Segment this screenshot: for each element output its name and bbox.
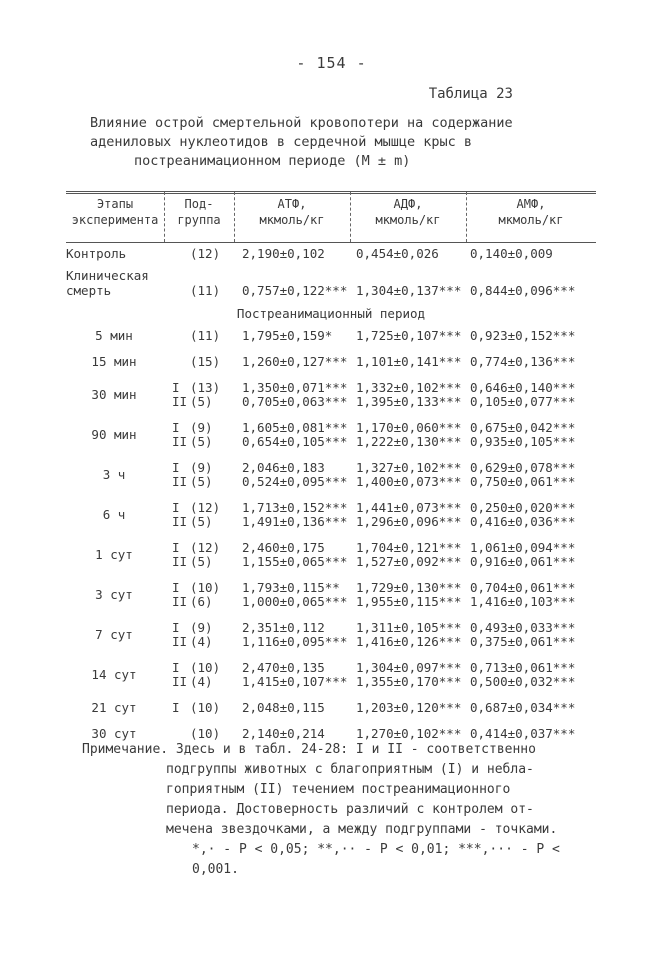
row-gap [66,568,596,580]
section-title: Постреанимационный период [236,306,426,321]
adp-cell: 1,170±0,060*** [356,420,462,435]
table-row [66,726,596,740]
adp-cell: 1,101±0,141*** [356,354,462,369]
stage-cell: Клиническая смерть [66,268,149,298]
count-cell: (5) [190,554,213,569]
subgroup-cell: I [172,540,180,555]
amp-cell: 1,416±0,103*** [470,594,576,609]
table-caption [90,114,513,171]
row-gap [66,688,596,700]
adp-cell: 1,441±0,073*** [356,500,462,515]
row-gap [66,260,596,268]
amp-cell: 0,493±0,033*** [470,620,576,635]
subgroup-cell: I [172,460,180,475]
amp-cell: 0,105±0,077*** [470,394,576,409]
subgroup-cell: I [172,500,180,515]
table-label: Таблица 23 [428,86,513,102]
table-row [66,328,596,342]
adp-cell: 1,311±0,105*** [356,620,462,635]
table-row [66,394,596,408]
row-gap [66,298,596,306]
adp-cell: 1,304±0,097*** [356,660,462,675]
atp-cell: 1,116±0,095*** [242,634,348,649]
caption-line: Влияние острой смертельной кровопотери на содержание [90,115,513,131]
row-group [66,726,596,740]
subgroup-cell: II [172,594,188,609]
stage-cell: 3 сут [95,587,133,602]
subgroup-cell: I [172,700,180,715]
atp-cell: 1,713±0,152*** [242,500,348,515]
row-group [66,620,596,648]
table-header-rule [66,242,596,243]
significance-legend: *,· - P < 0,05; **,·· - P < 0,01; ***,··· - P < 0,001. [192,842,560,877]
stage-cell: 1 сут [95,547,133,562]
subgroup-cell: II [172,634,188,649]
adp-cell: 1,355±0,170*** [356,674,462,689]
count-cell: (9) [190,620,213,635]
count-cell: (10) [190,660,221,675]
amp-cell: 0,629±0,078*** [470,460,576,475]
group-list [66,328,596,752]
row-gap [66,608,596,620]
adp-cell: 1,725±0,107*** [356,328,462,343]
note-line: мечена звездочками, а между подгруппами - точками. [166,822,558,837]
count-cell: (11) [190,328,221,343]
subgroup-cell: I [172,580,180,595]
atp-cell: 1,155±0,065*** [242,554,348,569]
atp-cell: 1,260±0,127*** [242,354,348,369]
count-cell: (5) [190,474,213,489]
amp-cell: 0,750±0,061*** [470,474,576,489]
row-group [66,328,596,342]
adp-cell: 1,203±0,120*** [356,700,462,715]
table-top-rule-double [66,193,596,194]
subgroup-cell: I [172,660,180,675]
atp-cell: 1,415±0,107*** [242,674,348,689]
row-group [66,354,596,368]
row-group [66,540,596,568]
caption-line: адениловых нуклеотидов в сердечной мышце крыс в [90,134,473,150]
count-cell: (5) [190,434,213,449]
row-gap [66,488,596,500]
amp-cell: 0,416±0,036*** [470,514,576,529]
count-cell: (11) [190,283,221,298]
amp-cell: 0,140±0,009 [470,246,553,261]
row-gap [66,320,596,328]
header-subgroup: Под- группа [177,197,221,227]
amp-cell: 0,675±0,042*** [470,420,576,435]
adp-cell: 1,222±0,130*** [356,434,462,449]
row-gap [66,408,596,420]
count-cell: (4) [190,634,213,649]
subgroup-cell: II [172,434,188,449]
table-row [66,474,596,488]
atp-cell: 0,705±0,063*** [242,394,348,409]
count-cell: (12) [190,540,221,555]
amp-cell: 0,687±0,034*** [470,700,576,715]
atp-cell: 2,190±0,102 [242,246,325,261]
count-cell: (5) [190,394,213,409]
row-group [66,500,596,528]
subgroup-cell: II [172,394,188,409]
amp-cell: 0,704±0,061*** [470,580,576,595]
table-row [66,674,596,688]
amp-cell: 0,500±0,032*** [470,674,576,689]
amp-cell: 0,844±0,096*** [470,283,576,298]
header-amp: АМФ, мкмоль/кг [498,197,564,227]
count-cell: (10) [190,726,221,741]
table-row [66,634,596,648]
table-row [66,514,596,528]
atp-cell: 1,350±0,071*** [242,380,348,395]
count-cell: (5) [190,514,213,529]
data-table [66,246,596,752]
atp-cell: 0,654±0,105*** [242,434,348,449]
table-top-rule [66,191,596,192]
adp-cell: 1,955±0,115*** [356,594,462,609]
stage-cell: 3 ч [102,467,126,482]
adp-cell: 1,527±0,092*** [356,554,462,569]
count-cell: (13) [190,380,221,395]
stage-cell: 30 сут [91,726,137,741]
stage-cell: 90 мин [91,427,137,442]
count-cell: (6) [190,594,213,609]
adp-cell: 1,395±0,133*** [356,394,462,409]
table-row [66,434,596,448]
row-gap [66,528,596,540]
table-row [66,594,596,608]
atp-cell: 1,795±0,159* [242,328,333,343]
subgroup-cell: I [172,620,180,635]
stage-cell: Контроль [66,246,127,261]
amp-cell: 0,713±0,061*** [470,660,576,675]
table-row [66,246,596,260]
stage-cell: 14 сут [91,667,137,682]
amp-cell: 0,250±0,020*** [470,500,576,515]
row-group [66,580,596,608]
table-row [66,554,596,568]
stage-cell: 6 ч [102,507,126,522]
table-row [66,268,596,298]
atp-cell: 1,491±0,136*** [242,514,348,529]
amp-cell: 0,916±0,061*** [470,554,576,569]
stage-cell: 30 мин [91,387,137,402]
row-gap [66,448,596,460]
count-cell: (15) [190,354,221,369]
stage-cell: 7 сут [95,627,133,642]
row-group [66,660,596,688]
count-cell: (12) [190,246,221,261]
adp-cell: 1,416±0,126*** [356,634,462,649]
row-gap [66,342,596,354]
amp-cell: 0,375±0,061*** [470,634,576,649]
page-number: - 154 - [296,54,367,72]
atp-cell: 2,460±0,175 [242,540,325,555]
atp-cell: 2,351±0,112 [242,620,325,635]
note-line: Примечание. Здесь и в табл. 24-28: I и II - соответственно [82,742,536,757]
table-row [66,354,596,368]
adp-cell: 1,400±0,073*** [356,474,462,489]
adp-cell: 1,270±0,102*** [356,726,462,741]
table-note [82,740,602,880]
adp-cell: 1,729±0,130*** [356,580,462,595]
header-stage: Этапы эксперимента [71,197,159,227]
adp-cell: 1,304±0,137*** [356,283,462,298]
atp-cell: 2,048±0,115 [242,700,325,715]
adp-cell: 1,327±0,102*** [356,460,462,475]
subgroup-cell: II [172,674,188,689]
amp-cell: 0,646±0,140*** [470,380,576,395]
note-line: подгруппы животных с благоприятным (I) и небла- [166,762,534,777]
subgroup-cell: I [172,380,180,395]
adp-cell: 0,454±0,026 [356,246,439,261]
row-gap [66,368,596,380]
row-group [66,420,596,448]
table-header [66,196,596,240]
count-cell: (10) [190,700,221,715]
amp-cell: 0,774±0,136*** [470,354,576,369]
row-group [66,460,596,488]
amp-cell: 0,923±0,152*** [470,328,576,343]
stage-cell: 5 мин [95,328,133,343]
header-adp: АДФ, мкмоль/кг [375,197,441,227]
subgroup-cell: II [172,514,188,529]
count-cell: (9) [190,420,213,435]
subgroup-cell: II [172,554,188,569]
note-line: периода. Достоверность различий с контролем от- [166,802,534,817]
amp-cell: 0,414±0,037*** [470,726,576,741]
row-gap [66,648,596,660]
atp-cell: 0,524±0,095*** [242,474,348,489]
atp-cell: 1,000±0,065*** [242,594,348,609]
atp-cell: 2,046±0,183 [242,460,325,475]
stage-cell: 21 сут [91,700,137,715]
count-cell: (4) [190,674,213,689]
atp-cell: 1,605±0,081*** [242,420,348,435]
table-row [66,700,596,714]
count-cell: (9) [190,460,213,475]
atp-cell: 2,140±0,214 [242,726,325,741]
subgroup-cell: II [172,474,188,489]
row-group [66,700,596,714]
count-cell: (10) [190,580,221,595]
adp-cell: 1,704±0,121*** [356,540,462,555]
stage-cell: 15 мин [91,354,137,369]
subgroup-cell: I [172,420,180,435]
atp-cell: 1,793±0,115** [242,580,340,595]
header-atp: АТФ, мкмоль/кг [259,197,325,227]
note-line: гоприятным (II) течением постреанимационного [166,782,511,797]
row-gap [66,714,596,726]
amp-cell: 1,061±0,094*** [470,540,576,555]
caption-line: постреанимационном периоде (M ± m) [134,153,411,169]
adp-cell: 1,296±0,096*** [356,514,462,529]
row-group [66,380,596,408]
atp-cell: 2,470±0,135 [242,660,325,675]
amp-cell: 0,935±0,105*** [470,434,576,449]
atp-cell: 0,757±0,122*** [242,283,348,298]
adp-cell: 1,332±0,102*** [356,380,462,395]
count-cell: (12) [190,500,221,515]
